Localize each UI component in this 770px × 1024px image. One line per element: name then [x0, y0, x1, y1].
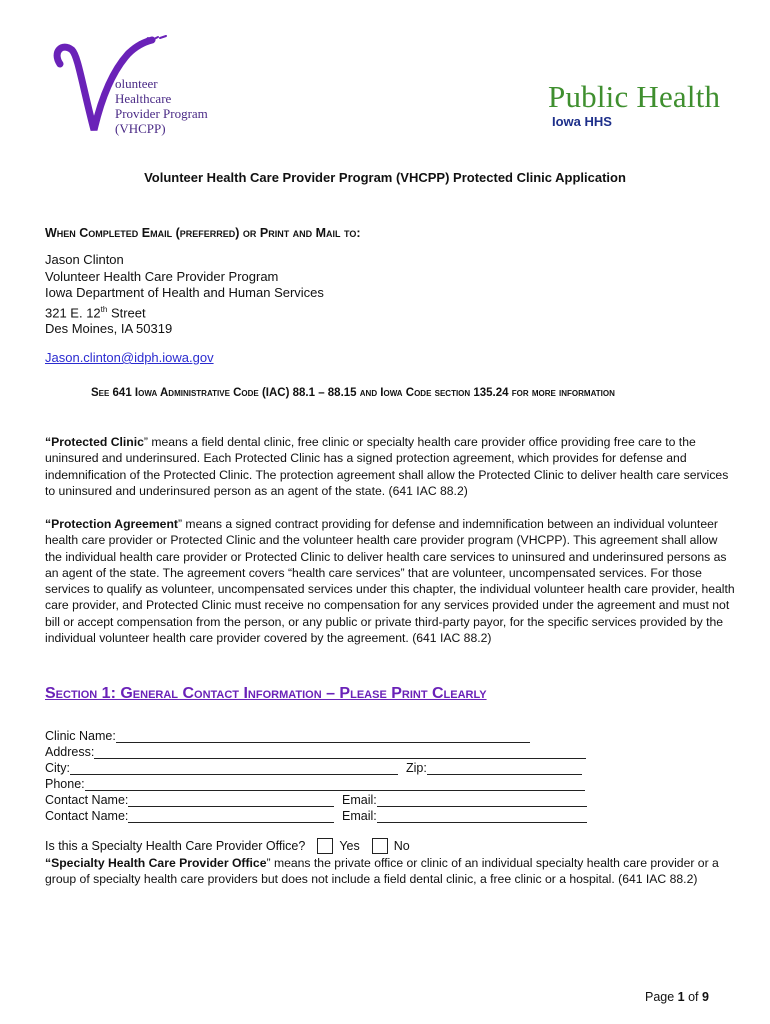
clinic-name-line[interactable] — [116, 729, 530, 743]
contact-name-field[interactable] — [45, 793, 334, 807]
address-org: Volunteer Health Care Provider Program — [45, 268, 279, 284]
address-city: Des Moines, IA 50319 — [45, 321, 173, 337]
definition-term: “Protected Clinic — [45, 435, 144, 449]
contact-name-line[interactable] — [128, 809, 334, 823]
city-line[interactable] — [70, 761, 398, 775]
address-street — [45, 302, 324, 322]
email-field-2[interactable] — [342, 809, 587, 823]
zip-line[interactable] — [427, 761, 582, 775]
email-line[interactable] — [377, 793, 587, 807]
public-health-logo — [548, 80, 758, 130]
address-name: Jason Clinton — [45, 252, 124, 267]
no-label: No — [393, 839, 410, 853]
phone-label: Phone: — [45, 777, 85, 791]
city-label: City: — [45, 761, 70, 775]
document-title: Volunteer Health Care Provider Program (VHCPP) Protected Clinic Application — [144, 170, 626, 185]
contact-name-line[interactable] — [128, 793, 334, 807]
city-field[interactable] — [45, 761, 398, 775]
street-name: Street — [107, 304, 146, 320]
phone-line[interactable] — [85, 777, 585, 791]
mail-heading: When Completed Email (preferred) or Print and Mail to: — [45, 226, 361, 240]
zip-field[interactable] — [406, 761, 582, 775]
protection-agreement-definition — [45, 516, 735, 646]
address-label: Address: — [45, 745, 95, 759]
contact-name-field-2[interactable] — [45, 809, 334, 823]
definition-term: “Protection Agreement — [45, 517, 178, 531]
page-number: 1 — [677, 990, 685, 1004]
email-label: Email: — [342, 809, 377, 823]
yes-label: Yes — [339, 839, 360, 853]
page-total: 9 — [702, 990, 709, 1004]
see-iac-note: See 641 Iowa Administrative Code (IAC) 88.1 – 88.15 and Iowa Code section 135.24 for more information — [91, 387, 615, 399]
address-line[interactable] — [94, 745, 586, 759]
street-number: 321 E. 12 — [45, 304, 101, 320]
section-1-heading: Section 1: General Contact Information – Please Print Clearly — [45, 685, 487, 702]
vhcpp-logo-line: olunteer — [115, 76, 158, 91]
of-label: of — [684, 990, 702, 1004]
definition-term: “Specialty Health Care Provider Office — [45, 856, 267, 870]
mailing-address — [45, 252, 324, 338]
street-suffix: th — [100, 304, 108, 314]
contact-email-link[interactable]: Jason.clinton@idph.iowa.gov — [45, 350, 214, 365]
specialty-question-text: Is this a Specialty Health Care Provider Office? — [45, 839, 306, 853]
vhcpp-logo-line: Provider Program — [115, 106, 208, 121]
page-footer — [645, 990, 709, 1004]
public-health-title: Public Health — [548, 79, 721, 114]
definition-text: ” means the private office or clinic of an individual specialty health care provider or a group of specialty health care providers but does not include a field dental clinic, a free clinic or a hospital. (641 IAC 88.2) — [45, 856, 719, 887]
email-line[interactable] — [377, 809, 587, 823]
vhcpp-logo-text — [115, 76, 208, 136]
definition-text: ” means a field dental clinic, free clinic or specialty health care provider office providing free care to the uninsured and underinsured. Each Protected Clinic has a signed protection agreement, which provides for defense and indemnification of the Protected Clinic. The protection agreement shall allow the Protected Clinic to deliver health care services to uninsured and underinsured person as an agent of the state. (641 IAC 88.2) — [45, 435, 729, 498]
no-checkbox[interactable] — [372, 838, 388, 854]
specialty-office-definition — [45, 855, 735, 888]
protected-clinic-definition — [45, 434, 735, 499]
address-dept: Iowa Department of Health and Human Services — [45, 285, 324, 300]
address-field[interactable] — [45, 745, 586, 759]
specialty-office-question — [45, 838, 410, 854]
email-field[interactable] — [342, 793, 587, 807]
clinic-name-label: Clinic Name: — [45, 729, 116, 743]
contact-name-label: Contact Name: — [45, 793, 129, 807]
contact-name-label: Contact Name: — [45, 809, 129, 823]
vhcpp-logo — [48, 34, 223, 144]
clinic-name-field[interactable] — [45, 729, 530, 743]
phone-field[interactable] — [45, 777, 585, 791]
vhcpp-logo-line: (VHCPP) — [115, 121, 166, 136]
zip-label: Zip: — [406, 761, 427, 775]
yes-checkbox[interactable] — [317, 838, 333, 854]
definition-text: ” means a signed contract providing for defense and indemnification between an individual volunteer health care provider or Protected Clinic and the volunteer health care provider program (VHCPP). This agreement shall allow the individual health care provider or Protected Clinic to deliver health care services to uninsured and underinsured persons as an agent of the state. The agreement covers “health care services” that are volunteer, uncompensated services. For those services to qualify as volunteer, uncompensated services under this chapter, the individual volunteer health care provider, health care provider, and Protected Clinic must receive no compensation for any services provided under the agreement and must not bill or accept compensation from the person, or any public or private third-party payor, for the specific services provided by the individual volunteer health care provider covered by the agreement. (641 IAC 88.2) — [45, 517, 735, 646]
email-label: Email: — [342, 793, 377, 807]
page-label: Page — [645, 990, 678, 1004]
iowa-hhs-subtitle: Iowa HHS — [552, 114, 612, 129]
vhcpp-logo-line: Healthcare — [115, 91, 172, 106]
